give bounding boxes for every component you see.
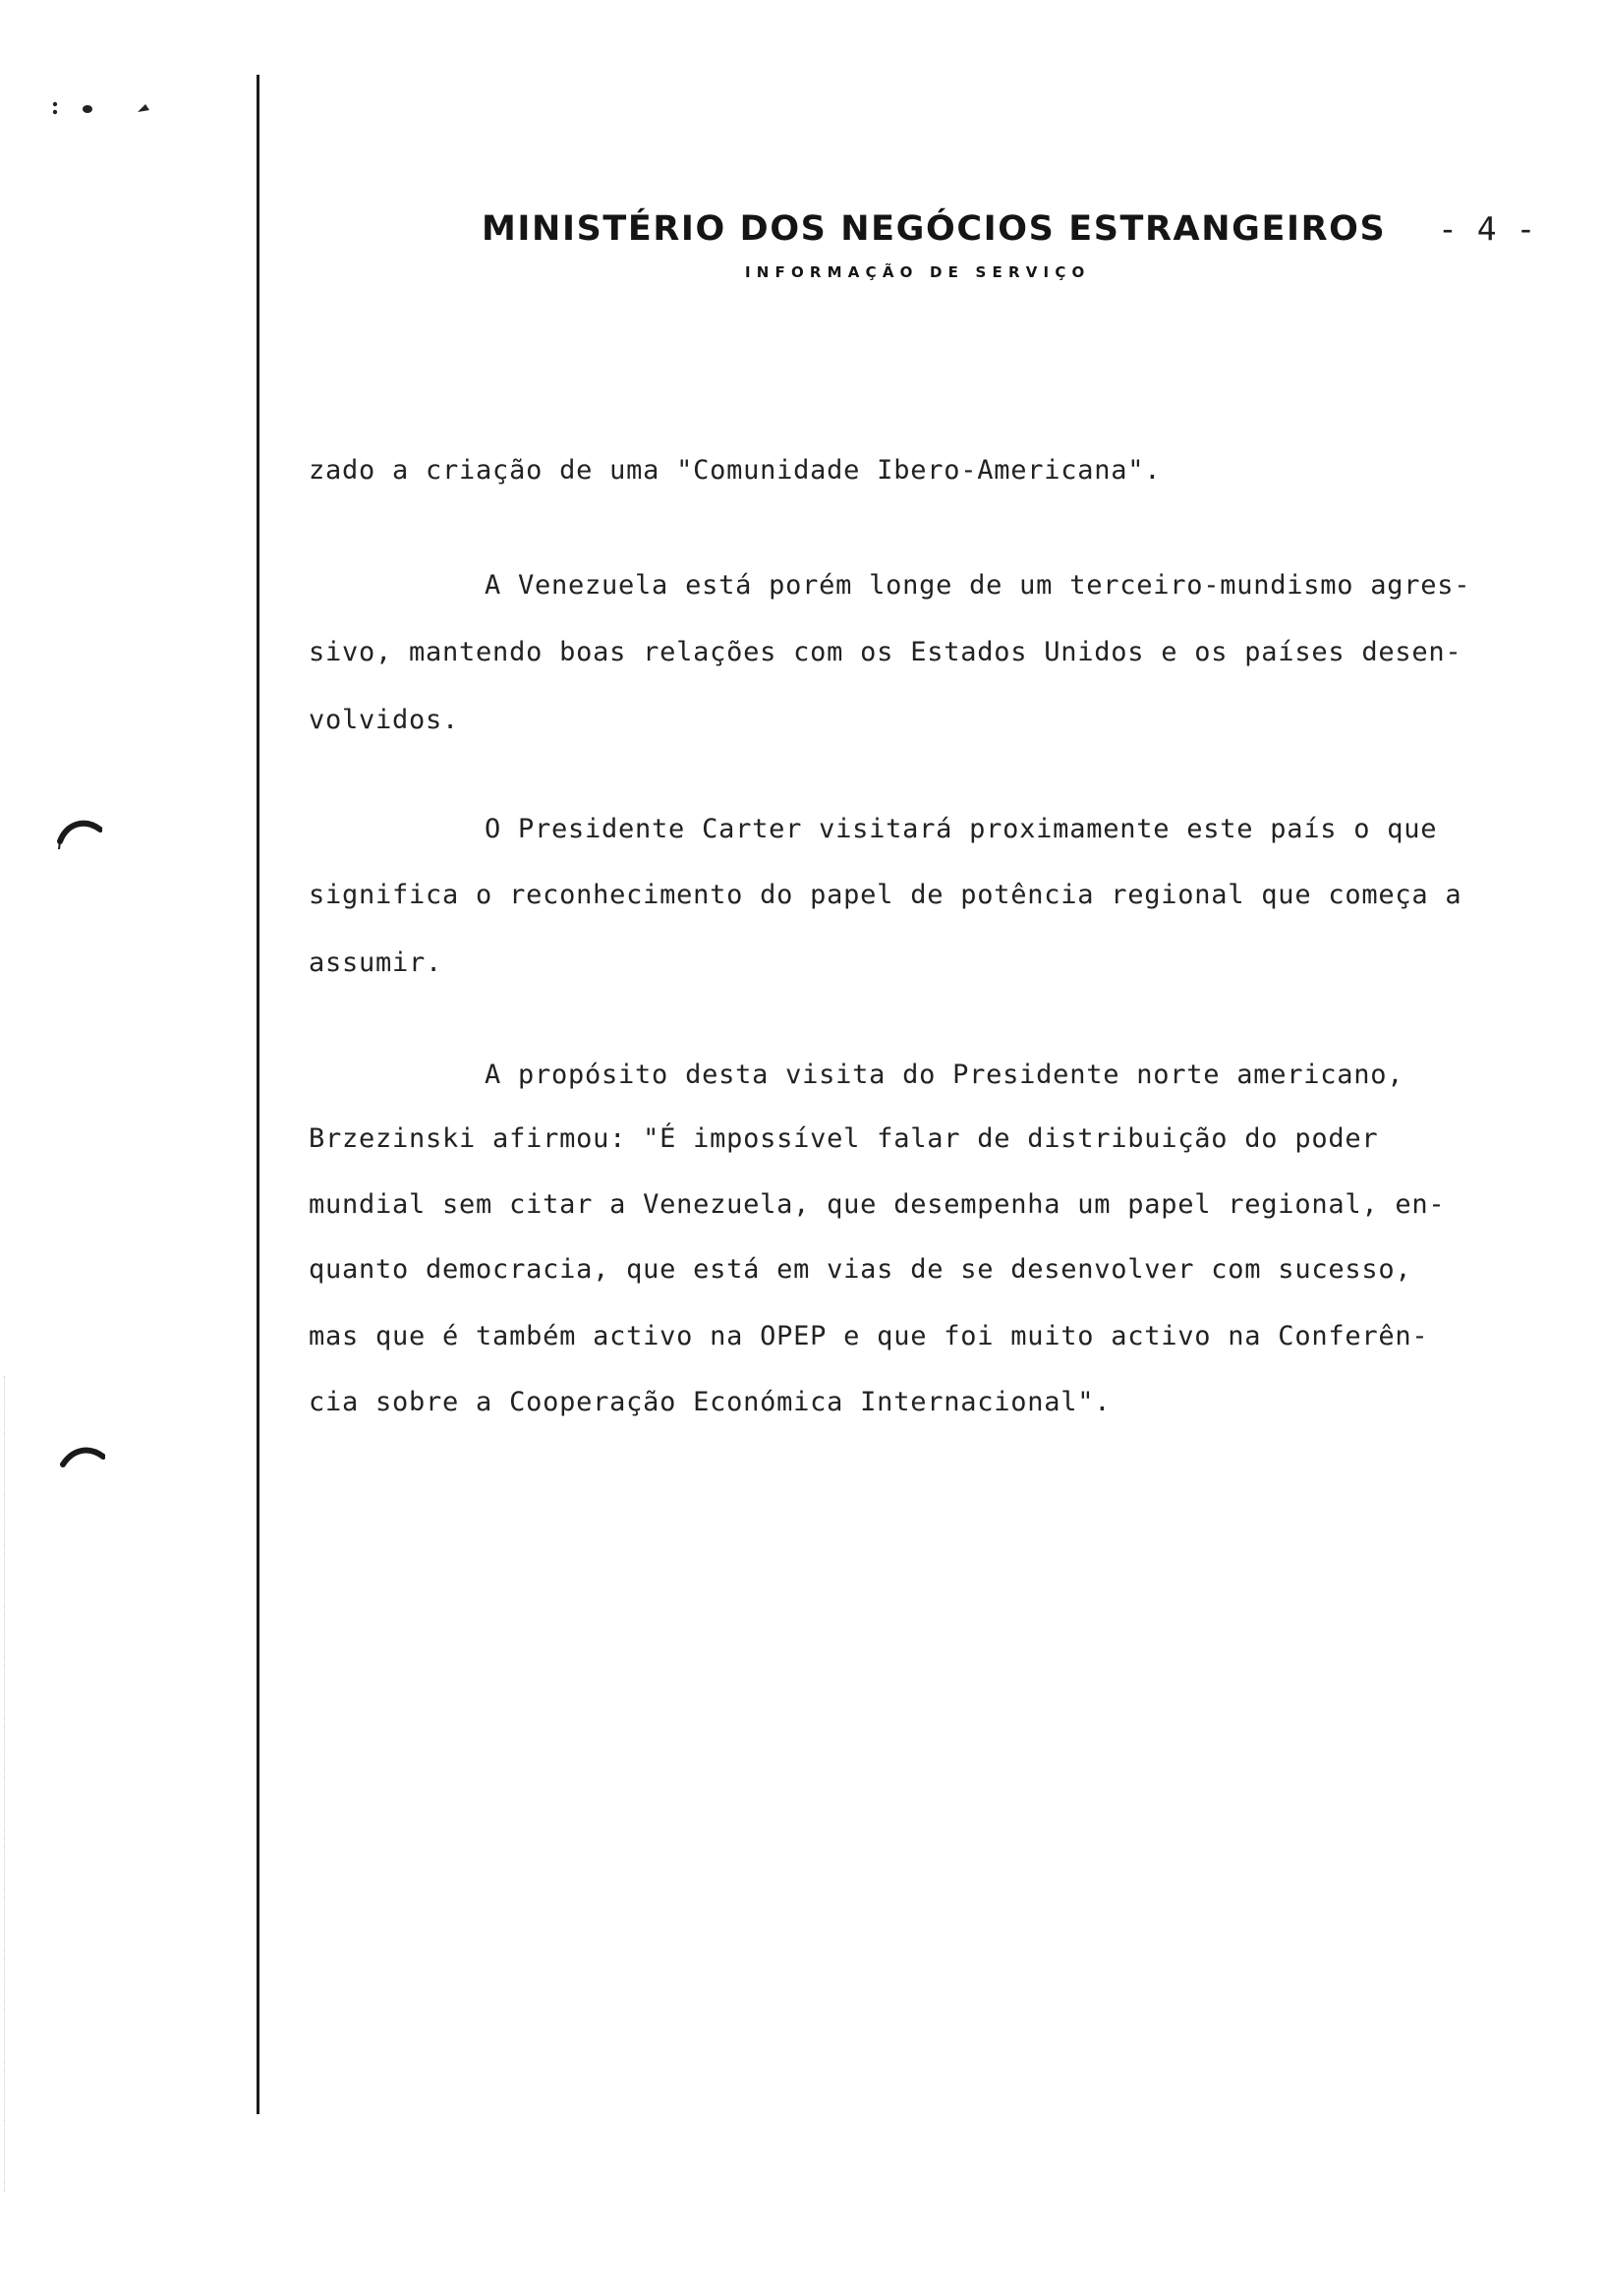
body-line: mundial sem citar a Venezuela, que desempenha um papel regional, en- — [309, 1189, 1446, 1220]
punch-hole-mark — [57, 812, 102, 851]
body-line: volvidos. — [309, 705, 460, 735]
body-line: O Presidente Carter visitará proximamente este país o que — [485, 814, 1438, 844]
letterhead-subtitle: INFORMAÇÃO DE SERVIÇO — [745, 263, 1091, 281]
punch-hole-mark — [60, 1437, 105, 1476]
body-line: A Venezuela está porém longe de um terceiro-mundismo agres- — [485, 570, 1471, 601]
body-line: cia sobre a Cooperação Económica Internacional". — [309, 1387, 1112, 1417]
body-line: significa o reconhecimento do papel de potência regional que começa a — [309, 880, 1462, 910]
body-line: quanto democracia, que está em vias de se desenvolver com sucesso, — [309, 1254, 1412, 1285]
body-line: A propósito desta visita do Presidente norte americano, — [485, 1060, 1404, 1090]
body-line: assumir. — [309, 947, 443, 978]
scan-edge-speckle — [4, 1376, 9, 2192]
page-number: - 4 - — [1438, 209, 1536, 248]
margin-rule — [257, 75, 259, 2114]
body-line: zado a criação de uma "Comunidade Ibero-Americana". — [309, 455, 1162, 486]
ink-smudge-mark — [47, 96, 165, 120]
letterhead-title: MINISTÉRIO DOS NEGÓCIOS ESTRANGEIROS — [482, 209, 1387, 249]
body-line: mas que é também activo na OPEP e que foi muito activo na Conferên- — [309, 1321, 1429, 1351]
body-line: Brzezinski afirmou: "É impossível falar de distribuição do poder — [309, 1123, 1379, 1154]
body-line: sivo, mantendo boas relações com os Estados Unidos e os países desen- — [309, 637, 1462, 667]
